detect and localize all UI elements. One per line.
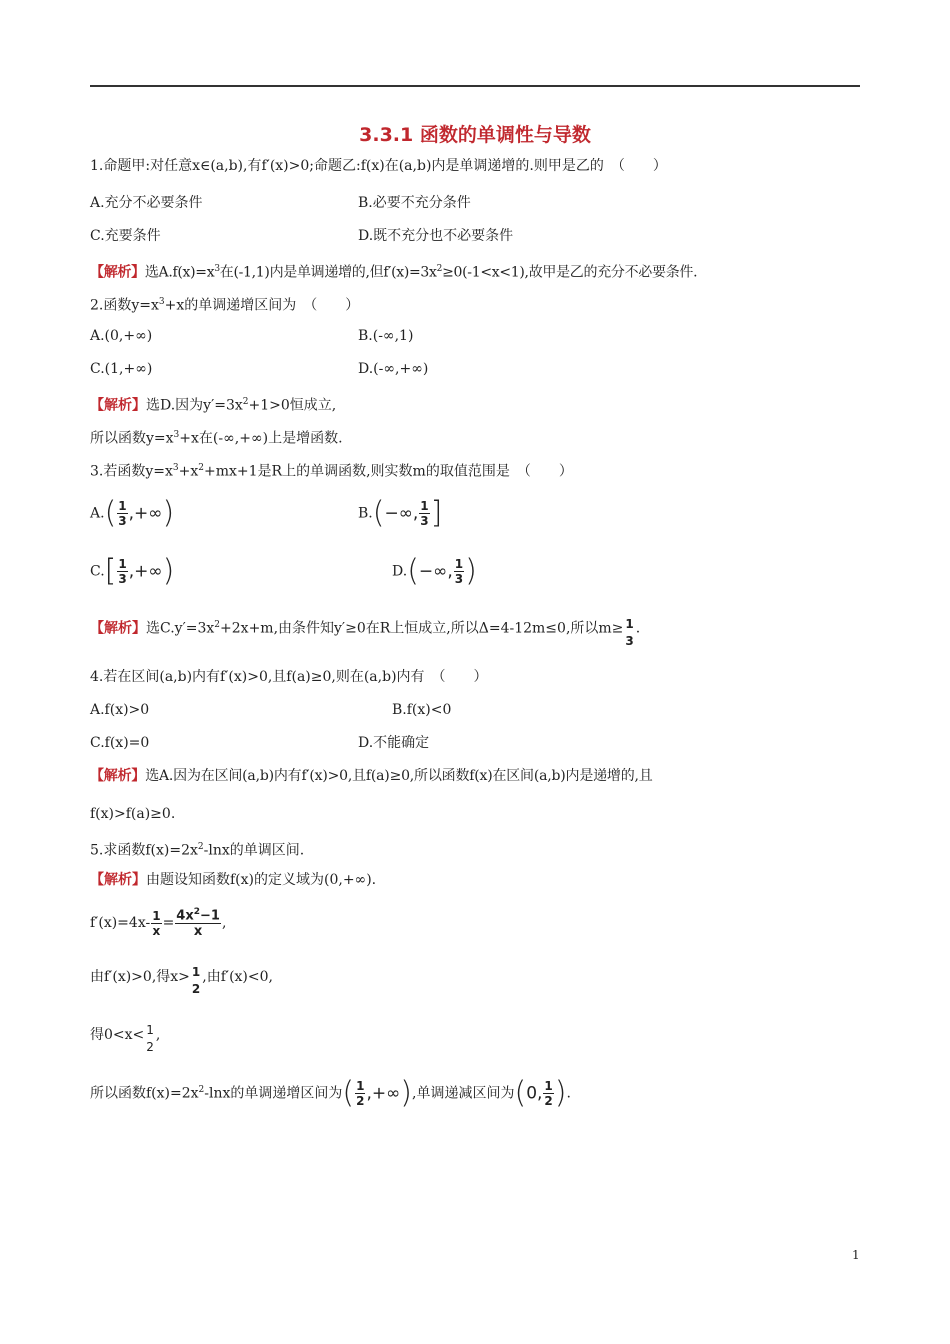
q5-step-increase: 由f′(x)>0,得x> 1 2 ,由f′(x)<0,	[90, 965, 273, 996]
q2-option-b: B.(-∞,1)	[358, 328, 414, 344]
q4-stem: 4.若在区间(a,b)内有f′(x)>0,且f(a)≥0,则在(a,b)内有 （ ）	[90, 669, 488, 685]
q5-stem: 5.求函数$f(x)=2x^2$-lnx的单调区间.	[90, 842, 305, 859]
q1-stem: 1.命题甲:对任意x∈(a,b),有f′(x)>0;命题乙:f(x)在(a,b)内是单调递增的.则甲是乙的 （ ）	[90, 158, 667, 174]
analysis-tag: 【解析】	[90, 264, 145, 281]
q2-analysis-cont: 所以函数$y=x^3+x$在(-∞,+∞)上是增函数.	[90, 430, 343, 447]
q1-option-b: B.必要不充分条件	[358, 195, 471, 211]
q3-option-a: A.( $\frac{1}{3}$ ,+∞)	[90, 495, 175, 531]
q4-option-a: A.f(x)>0	[90, 702, 150, 718]
q5-step-decrease: 得0<x< 1 2 ,	[90, 1023, 161, 1054]
q1-analysis: 【解析】选$A.f(x)=x^3$在(-1,1)内是单调递增的,但$f'(x)=3x^2\ge 0(-1<x<1)$,故甲是乙的充分不必要条件.	[90, 264, 698, 281]
page-title: 3.3.1 函数的单调性与导数	[359, 124, 591, 146]
q3-option-d: D.(−∞, $\frac{1}{3}$ )	[392, 553, 477, 589]
q2-stem: 2.函数$y=x^3+x$的单调递增区间为 （ ）	[90, 297, 360, 314]
q1-option-a: A.充分不必要条件	[90, 195, 203, 211]
q2-analysis: 【解析】选D.因为$y'=3x^2+1>0$恒成立,	[90, 397, 337, 414]
q3-analysis: 【解析】选$C.y'=3x^2+2x+m$,由条件知y′≥0在R上恒成立,所以Δ=4-12m≤0,所以m≥ 1 3 .	[90, 616, 641, 648]
page-number: 1	[852, 1248, 860, 1262]
header-rule	[90, 85, 860, 87]
q5-conclusion: 所以函数$f(x)=2x^2$-lnx的单调递增区间为( $\frac{1}{2}$ ,+∞),单调递减区间为(0, $\frac{1}{2}$ ).	[90, 1075, 571, 1111]
q4-analysis: 【解析】选A.因为在区间(a,b)内有f′(x)>0,且f(a)≥0,所以函数f(x)在区间(a,b)内是递增的,且	[90, 768, 653, 784]
q4-option-c: C.f(x)=0	[90, 735, 150, 751]
q2-option-d: D.(-∞,+∞)	[358, 361, 429, 377]
q1-option-c: C.充要条件	[90, 228, 161, 244]
q4-option-d: D.不能确定	[358, 735, 430, 751]
q4-analysis-cont: f(x)>f(a)≥0.	[90, 806, 176, 822]
q1-option-d: D.既不充分也不必要条件	[358, 228, 514, 244]
q5-analysis: 【解析】由题设知函数f(x)的定义域为(0,+∞).	[90, 872, 377, 888]
q5-derivative: f′(x)=4x- $\frac{1}{x}$ = $\frac{4x^2-1}{x}$ ,	[90, 907, 227, 940]
q3-stem: 3.若函数$y=x^3+x^2+mx+1$是R上的单调函数,则实数m的取值范围是 （ ）	[90, 463, 573, 480]
q3-option-c: C.[ $\frac{1}{3}$ ,+∞)	[90, 553, 175, 589]
q2-option-c: C.(1,+∞)	[90, 361, 153, 377]
q4-option-b: B.f(x)<0	[392, 702, 452, 718]
q3-option-b: B.(−∞, $\frac{1}{3}$ ]	[358, 495, 443, 531]
q2-option-a: A.(0,+∞)	[90, 328, 153, 344]
